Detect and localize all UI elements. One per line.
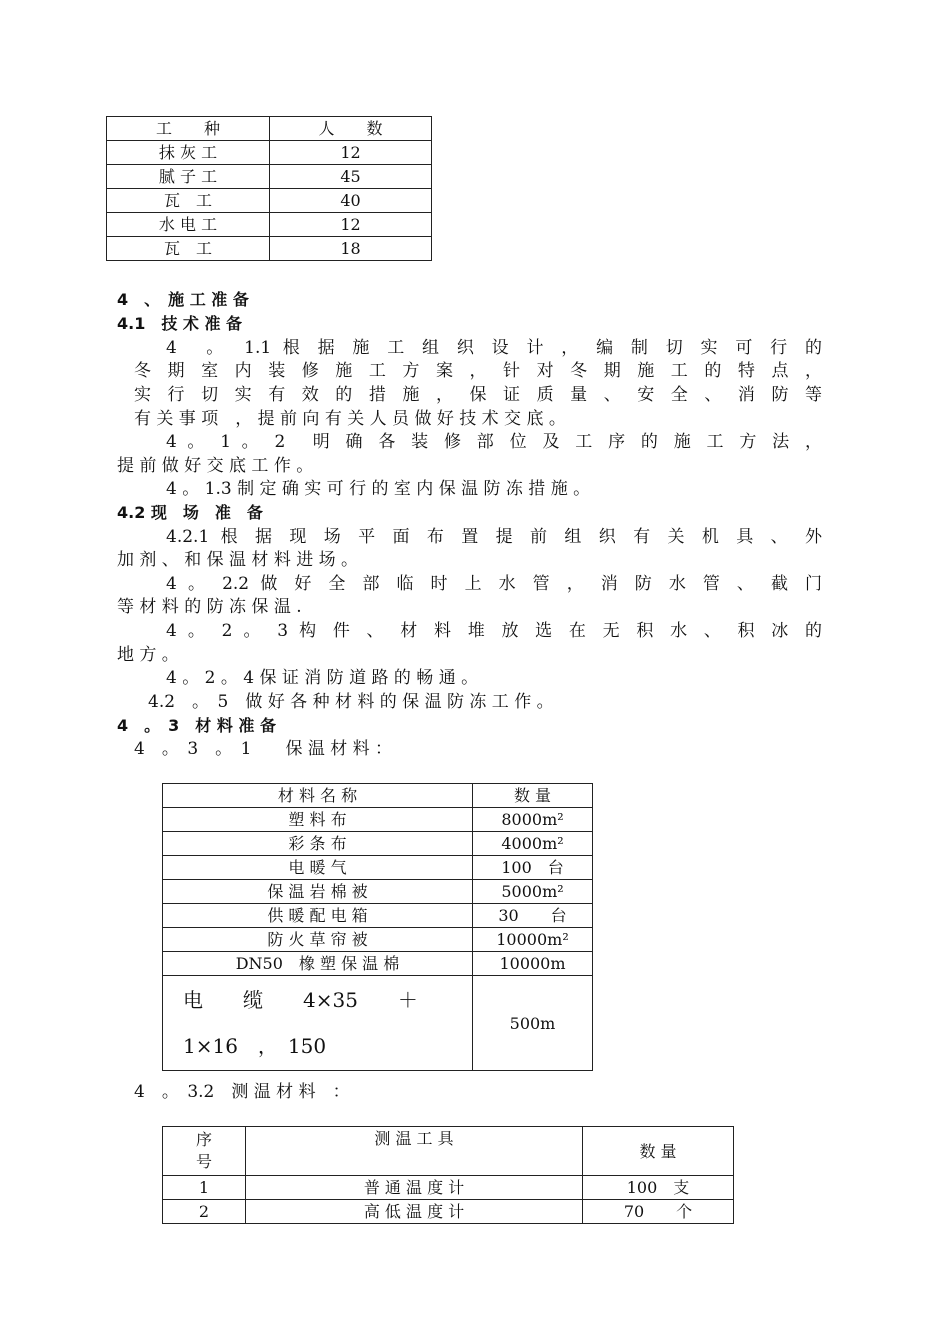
quantity-cell: 500m bbox=[473, 976, 593, 1071]
paragraph-line: 实 行 切 实 有 效 的 措 施 ， 保 证 质 量 、 安 全 、 消 防 等 bbox=[134, 385, 822, 405]
header-cell: 数 量 bbox=[473, 784, 593, 808]
header-cell: 数 量 bbox=[583, 1127, 734, 1176]
section-title: 4 、 施 工 准 备 bbox=[117, 290, 249, 309]
table-row bbox=[163, 928, 593, 952]
table-row bbox=[107, 141, 432, 165]
header-no-line: 号 bbox=[195, 1152, 212, 1171]
table-row bbox=[107, 165, 432, 189]
paragraph-line: 加 剂 、 和 保 温 材 料 进 场 。 bbox=[117, 550, 359, 570]
material-cell: 防 火 草 帘 被 bbox=[163, 928, 473, 952]
table-row bbox=[163, 976, 593, 1071]
cable-line: 1×16 ， 150 bbox=[183, 1034, 327, 1058]
table-row bbox=[163, 1200, 734, 1224]
table-row bbox=[163, 856, 593, 880]
paragraph-line: 4.2 。 5 做 好 各 种 材 料 的 保 温 防 冻 工 作 。 bbox=[148, 692, 554, 712]
quantity-cell: 100 支 bbox=[583, 1176, 734, 1200]
trade-cell: 抹 灰 工 bbox=[107, 141, 270, 165]
paragraph-line: 4 。 1.3 制 定 确 实 可 行 的 室 内 保 温 防 冻 措 施 。 bbox=[166, 479, 591, 499]
header-cell: 人 数 bbox=[270, 117, 432, 141]
quantity-cell: 10000m bbox=[473, 952, 593, 976]
count-cell: 45 bbox=[270, 165, 432, 189]
table-row bbox=[163, 808, 593, 832]
count-cell: 12 bbox=[270, 213, 432, 237]
subsection-title: 4 。 3 材 料 准 备 bbox=[117, 716, 276, 735]
count-cell: 18 bbox=[270, 237, 432, 261]
trade-cell: 瓦 工 bbox=[107, 237, 270, 261]
paragraph-line: 4.2.1 根 据 现 场 平 面 布 置 提 前 组 织 有 关 机 具 、 外 bbox=[166, 527, 822, 547]
quantity-cell: 10000m² bbox=[473, 928, 593, 952]
paragraph-line: 4 。 2 。 4 保 证 消 防 道 路 的 畅 通 。 bbox=[166, 668, 479, 688]
header-no-line: 序 bbox=[195, 1130, 212, 1149]
paragraph-line: 冬 期 室 内 装 修 施 工 方 案 ， 针 对 冬 期 施 工 的 特 点 ， bbox=[134, 361, 822, 381]
table-row bbox=[107, 189, 432, 213]
table-header-row bbox=[107, 117, 432, 141]
table-row bbox=[163, 952, 593, 976]
material-cell: 保 温 岩 棉 被 bbox=[163, 880, 473, 904]
quantity-cell: 5000m² bbox=[473, 880, 593, 904]
count-cell: 40 bbox=[270, 189, 432, 213]
subsection-title: 4.1 技 术 准 备 bbox=[117, 314, 243, 333]
paragraph-line: 提 前 做 好 交 底 工 作 。 bbox=[117, 456, 314, 476]
temperature-tools-table bbox=[162, 1126, 734, 1224]
no-cell: 1 bbox=[163, 1176, 246, 1200]
cable-material-cell bbox=[163, 976, 473, 1071]
trade-cell: 瓦 工 bbox=[107, 189, 270, 213]
trade-cell: 水 电 工 bbox=[107, 213, 270, 237]
trade-cell: 腻 子 工 bbox=[107, 165, 270, 189]
tool-cell: 普 通 温 度 计 bbox=[246, 1176, 583, 1200]
subsection-title: 4.2 现 场 准 备 bbox=[117, 503, 263, 522]
material-cell: 电 暖 气 bbox=[163, 856, 473, 880]
insulation-materials-table bbox=[162, 783, 593, 1071]
table-row bbox=[107, 213, 432, 237]
header-cell: 材 料 名 称 bbox=[163, 784, 473, 808]
material-cell: 彩 条 布 bbox=[163, 832, 473, 856]
header-cell bbox=[163, 1127, 246, 1176]
workers-table bbox=[106, 116, 432, 261]
material-cell: 塑 料 布 bbox=[163, 808, 473, 832]
quantity-cell: 4000m² bbox=[473, 832, 593, 856]
header-cell: 测 温 工 具 bbox=[246, 1127, 583, 1176]
table-row bbox=[163, 1176, 734, 1200]
paragraph-line: 4 。 2.2 做 好 全 部 临 时 上 水 管 ， 消 防 水 管 、 截 门 bbox=[166, 574, 822, 594]
table-row bbox=[163, 880, 593, 904]
no-cell: 2 bbox=[163, 1200, 246, 1224]
quantity-cell: 8000m² bbox=[473, 808, 593, 832]
cable-line: 电 缆 4×35 ＋ bbox=[183, 988, 418, 1012]
paragraph-line: 等 材 料 的 防 冻 保 温 . bbox=[117, 597, 302, 617]
tool-cell: 高 低 温 度 计 bbox=[246, 1200, 583, 1224]
table-header-row bbox=[163, 1127, 734, 1176]
material-cell: DN50 橡 塑 保 温 棉 bbox=[163, 952, 473, 976]
quantity-cell: 100 台 bbox=[473, 856, 593, 880]
quantity-cell: 30 台 bbox=[473, 904, 593, 928]
paragraph-line: 4 。 1 。 2 明 确 各 装 修 部 位 及 工 序 的 施 工 方 法 ， bbox=[166, 432, 822, 452]
table-row bbox=[163, 832, 593, 856]
quantity-cell: 70 个 bbox=[583, 1200, 734, 1224]
header-cell: 工 种 bbox=[107, 117, 270, 141]
paragraph-line: 4 。 3 。 1 保 温 材 料 ： bbox=[134, 739, 393, 759]
paragraph-line: 4 。 2 。 3 构 件 、 材 料 堆 放 选 在 无 积 水 、 积 冰 的 bbox=[166, 621, 822, 641]
count-cell: 12 bbox=[270, 141, 432, 165]
table-row bbox=[107, 237, 432, 261]
paragraph-line: 有 关 事 项 ， 提 前 向 有 关 人 员 做 好 技 术 交 底 。 bbox=[134, 409, 566, 429]
table-row bbox=[163, 904, 593, 928]
material-cell: 供 暖 配 电 箱 bbox=[163, 904, 473, 928]
paragraph-line: 地 方 。 bbox=[117, 645, 179, 665]
paragraph-line: 4 。 3.2 测 温 材 料 ： bbox=[134, 1082, 350, 1102]
table-header-row bbox=[163, 784, 593, 808]
paragraph-line: 4 。 1.1 根 据 施 工 组 织 设 计 ， 编 制 切 实 可 行 的 bbox=[166, 338, 822, 358]
